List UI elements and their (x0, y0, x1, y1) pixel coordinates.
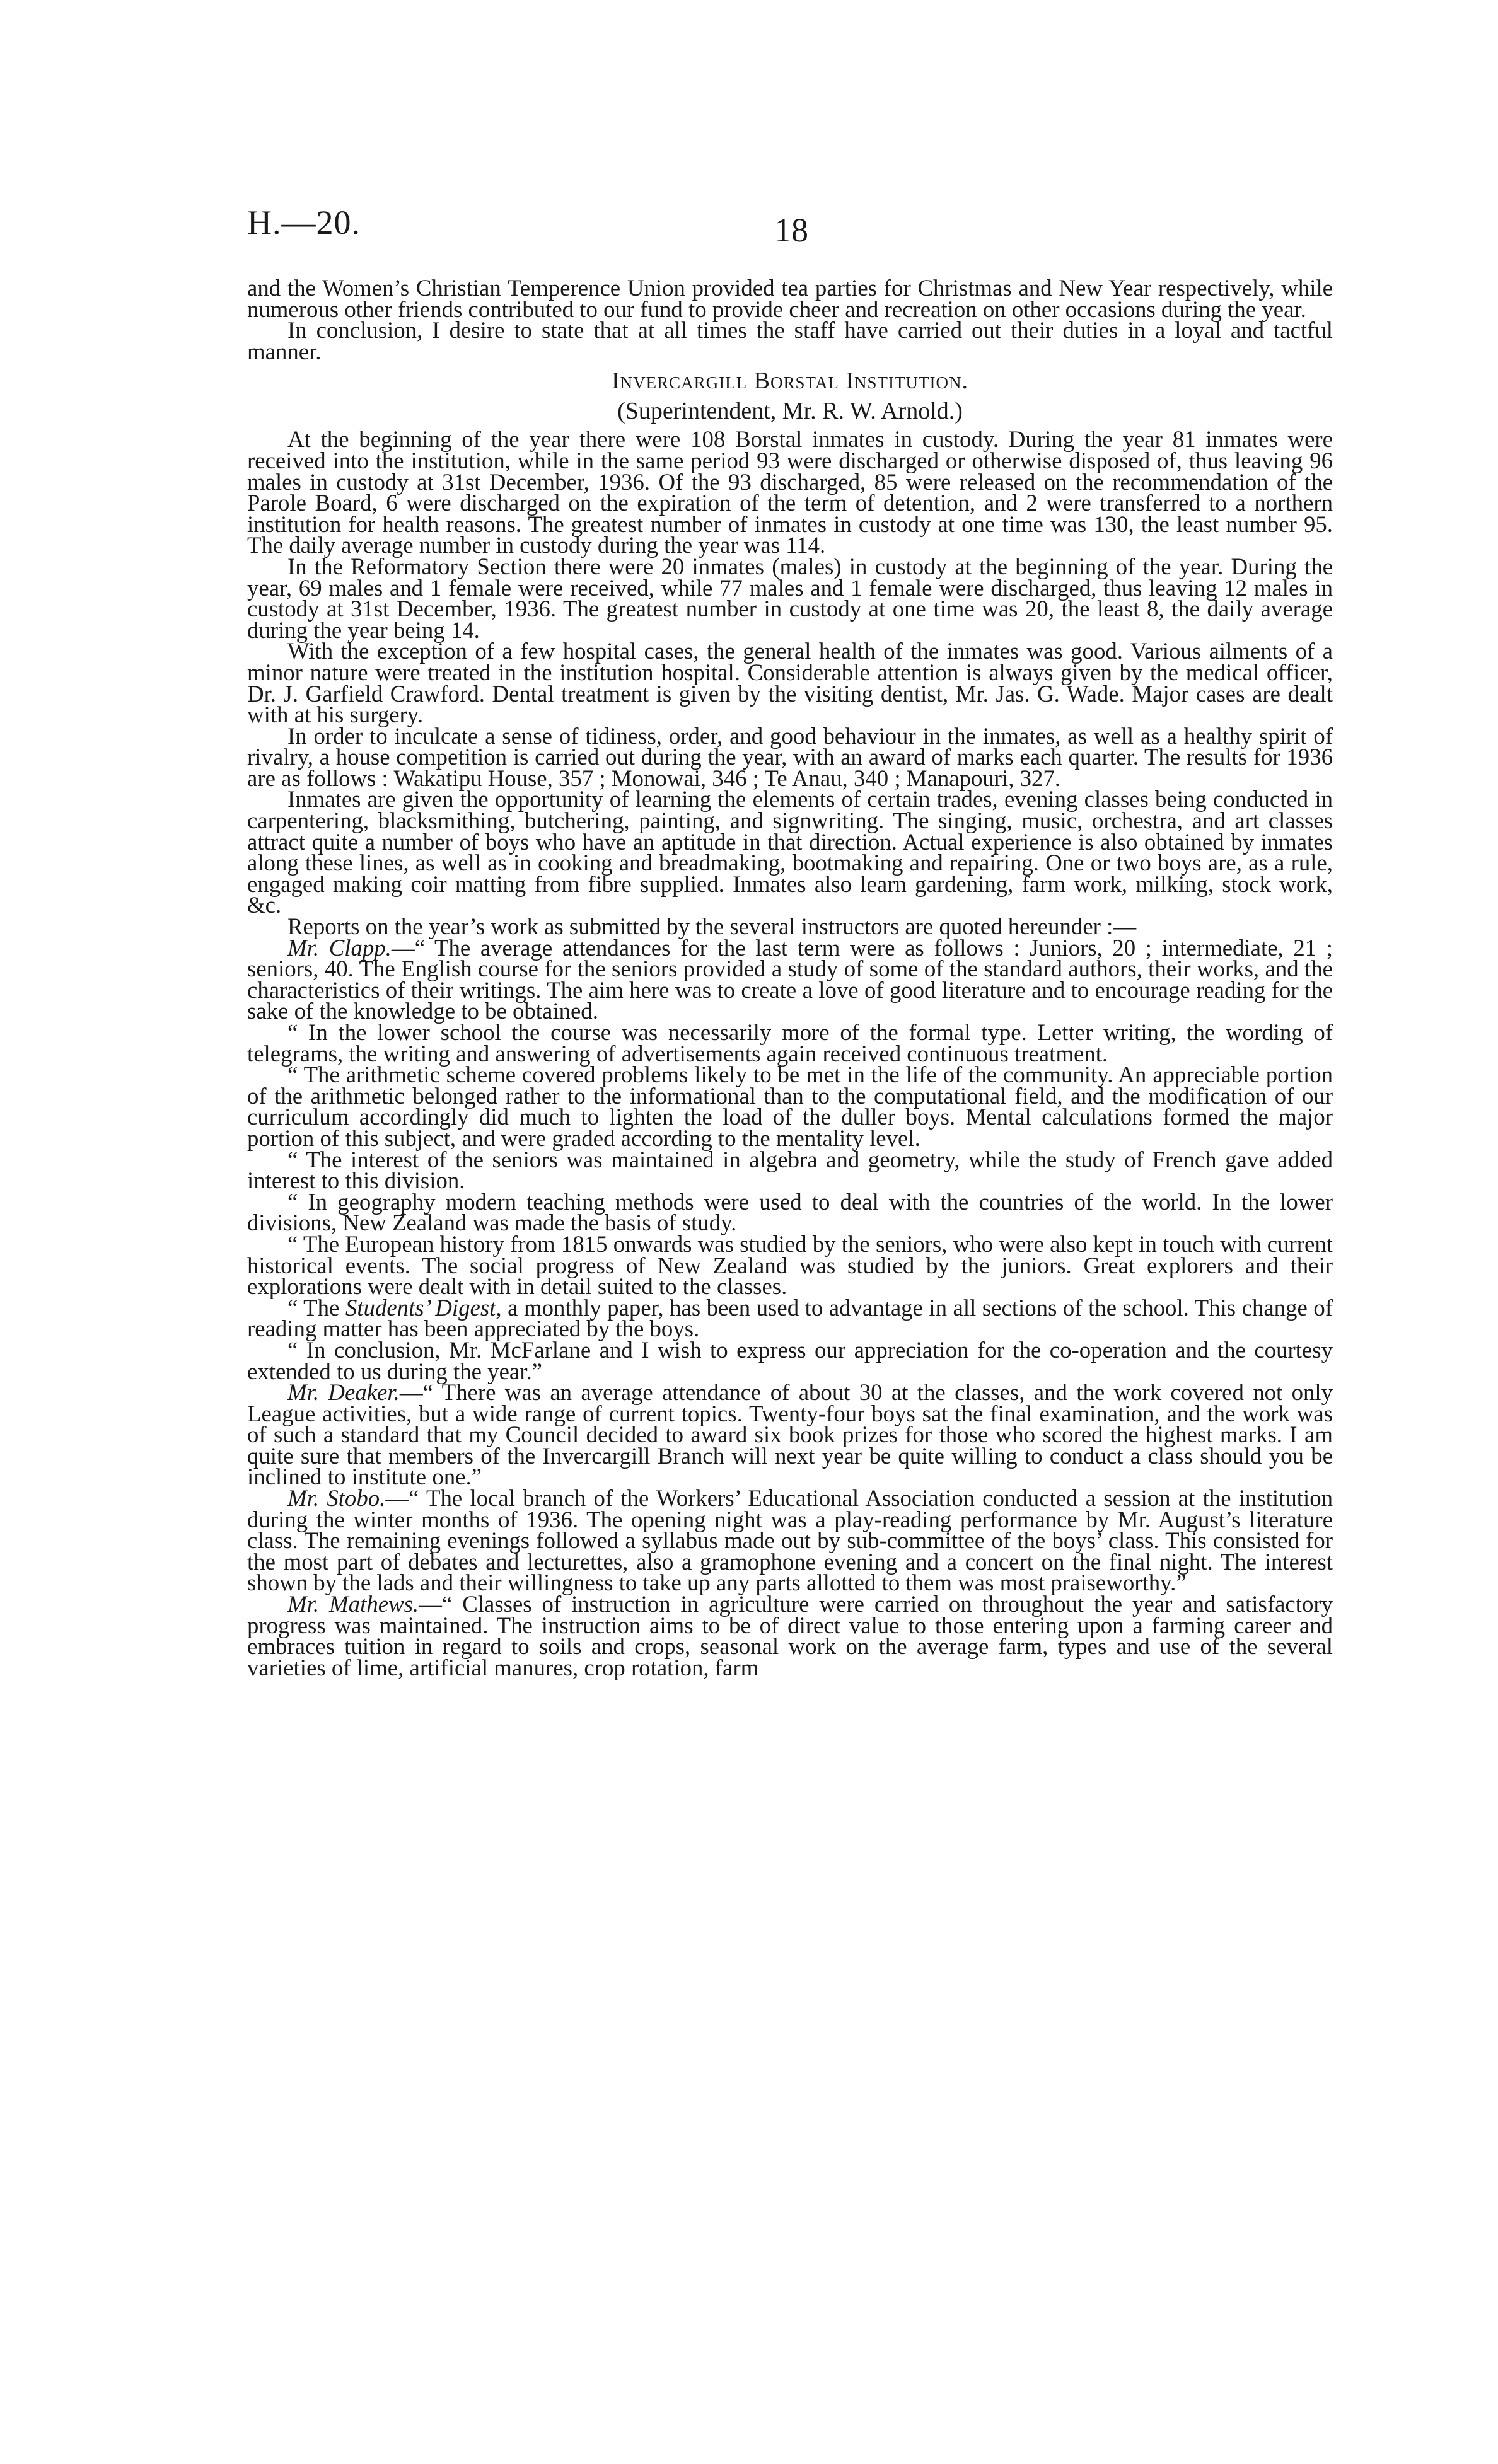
instructor-name-stobo: Mr. Stobo. (287, 1485, 386, 1512)
digest-lead: “ The (287, 1294, 345, 1321)
digest-text: a monthly paper, has been used to advantage in all sections of the school. This change of reading matter has been appreciated by the boys. (247, 1294, 1333, 1342)
section-heading: Invercargill Borstal Institution. (612, 367, 968, 395)
paragraph-intro-continued: and the Women’s Christian Temperence Union provided tea parties for Christmas and New Year respectively, while numerous other friends contributed to our fund to provide cheer and recreation on other occasions during the year. (247, 275, 1333, 322)
paragraph-reports-intro: Reports on the year’s work as submitted by the several instructors are quoted hereunder :— (287, 913, 1137, 940)
instructor-name-deaker: Mr. Deaker. (287, 1379, 400, 1406)
superintendent-line: (Superintendent, Mr. R. W. Arnold.) (617, 398, 963, 425)
paragraph-deaker-report (247, 1379, 1333, 1490)
paragraph-clapp-report (247, 934, 1333, 1024)
paragraph-stobo-report (247, 1485, 1333, 1596)
clapp-report-text: —“ The average attendances for the last term were as follows : Juniors, 20 ; intermediate, 21 ; seniors, 40. The English course for the seniors provided a study of some of the standard authors, their works, and the characteristics of their writings. The aim here was to create a love of good literature and to encourage reading for the sake of the knowledge to be obtained. (247, 934, 1333, 1024)
instructor-name-mathews: Mr. Mathews. (287, 1591, 419, 1617)
stobo-report-text: —“ The local branch of the Workers’ Educational Association conducted a session at the institution during the winter months of 1936. The opening night was a play-reading performance by Mr. August’s literature class. The remaining evenings followed a syllabus made out by sub-committee of the boys’ class. This consisted for the most part of debates and lecturettes, also a gramophone evening and a concert on the final night. The interest shown by the lads and their willingness to take up any parts allotted to them was most praiseworthy.” (247, 1485, 1333, 1596)
paragraph-students-digest (247, 1294, 1333, 1342)
paragraph-geography: “ In geography modern teaching methods were used to deal with the countries of the world. In the lower divisions, New Zealand was made the basis of study. (247, 1188, 1333, 1236)
page-number: 18 (774, 211, 808, 249)
paragraph-trades: Inmates are given the opportunity of learning the elements of certain trades, evening classes being conducted in carpentering, blacksmithing, butchering, painting, and signwriting. The singing, music, orchestra, and art classes attract quite a number of boys who have an aptitude in that direction. Actual experience is also obtained by inmates along these lines, as well as in cooking and breadmaking, bootmaking and repairing. One or two boys are, as a rule, engaged making coir matting from fibre supplied. Inmates also learn gardening, farm work, milking, stock work, &c. (247, 786, 1333, 918)
page-body (247, 277, 1333, 1678)
paragraph-algebra: “ The interest of the seniors was maintained in algebra and geometry, while the study of French gave added interest to this division. (247, 1146, 1333, 1194)
deaker-report-text: —“ There was an average attendance of about 30 at the classes, and the work covered not only League activities, but a wide range of current topics. Twenty-four boys sat the final examination, and the work was of such a standard that my Council decided to award six book prizes for those who scored the highest marks. I am quite sure that members of the Invercargill Branch will next year be quite willing to conduct a class should you be inclined to institute one.” (247, 1379, 1333, 1490)
instructor-name-clapp: Mr. Clapp. (287, 934, 392, 961)
paragraph-house-competition: In order to inculcate a sense of tidiness, order, and good behaviour in the inmates, as well as a healthy spirit of rivalry, a house competition is carried out during the year, with an award of marks each quarter. The results for 1936 are as follows : Wakatipu House, 357 ; Monowai, 346 ; Te Anau, 340 ; Manapouri, 327. (247, 722, 1333, 791)
paragraph-arithmetic: “ The arithmetic scheme covered problems likely to be met in the life of the community. An appreciable portion of the arithmetic belonged rather to the informational than to the computational field, and the modification of our curriculum accordingly did much to lighten the load of the duller boys. Mental calculations formed the major portion of this subject, and were graded according to the mentality level. (247, 1061, 1333, 1151)
paragraph-reformatory: In the Reformatory Section there were 20 inmates (males) in custody at the beginning of the year. During the year, 69 males and 1 female were received, while 77 males and 1 female were discharged, thus leaving 12 males in custody at 31st December, 1936. The greatest number in custody at one time was 20, the least 8, the daily average during the year being 14. (247, 553, 1333, 643)
document-code: H.—20. (247, 204, 361, 241)
paragraph-custody: At the beginning of the year there were 108 Borstal inmates in custody. During the year 81 inmates were received into the institution, while in the same period 93 were discharged or otherwise disposed of, thus leaving 96 males in custody at 31st December, 1936. Of the 93 discharged, 85 were released on the recommendation of the Parole Board, 6 were discharged on the expiration of the term of detention, and 2 were transferred to a northern institution for health reasons. The greatest number of inmates in custody at one time was 130, the least number 95. The daily average number in custody during the year was 114. (247, 426, 1333, 558)
mathews-report-text: —“ Classes of instruction in agriculture were carried on throughout the year and satisfactory progress was maintained. The instruction aims to be of direct value to those entering upon a farming career and embraces tuition in regard to soils and crops, seasonal work on the average farm, types and use of the several varieties of lime, artificial manures, crop rotation, farm (247, 1591, 1333, 1680)
paragraph-health: With the exception of a few hospital cases, the general health of the inmates was good. Various ailments of a minor nature were treated in the institution hospital. Considerable attention is always given by the medical officer, Dr. J. Garfield Crawford. Dental treatment is given by the visiting dentist, Mr. Jas. G. Wade. Major cases are dealt with at his surgery. (247, 638, 1333, 728)
paragraph-staff-conclusion: In conclusion, I desire to state that at all times the staff have carried out their duties in a loyal and tactful manner. (247, 317, 1333, 364)
digest-title: Students’ Digest, (345, 1294, 502, 1321)
paragraph-mcfarlane: “ In conclusion, Mr. McFarlane and I wish to express our appreciation for the co-operation and the courtesy extended to us during the year.” (247, 1336, 1333, 1384)
paragraph-mathews-report (247, 1591, 1333, 1680)
paragraph-lower-school: “ In the lower school the course was necessarily more of the formal type. Letter writing, the wording of telegrams, the writing and answering of advertisements again received continuous treatment. (247, 1019, 1333, 1067)
paragraph-history: “ The European history from 1815 onwards was studied by the seniors, who were also kept in touch with current historical events. The social progress of New Zealand was studied by the juniors. Great explorers and their explorations were dealt with in detail suited to the classes. (247, 1230, 1333, 1300)
